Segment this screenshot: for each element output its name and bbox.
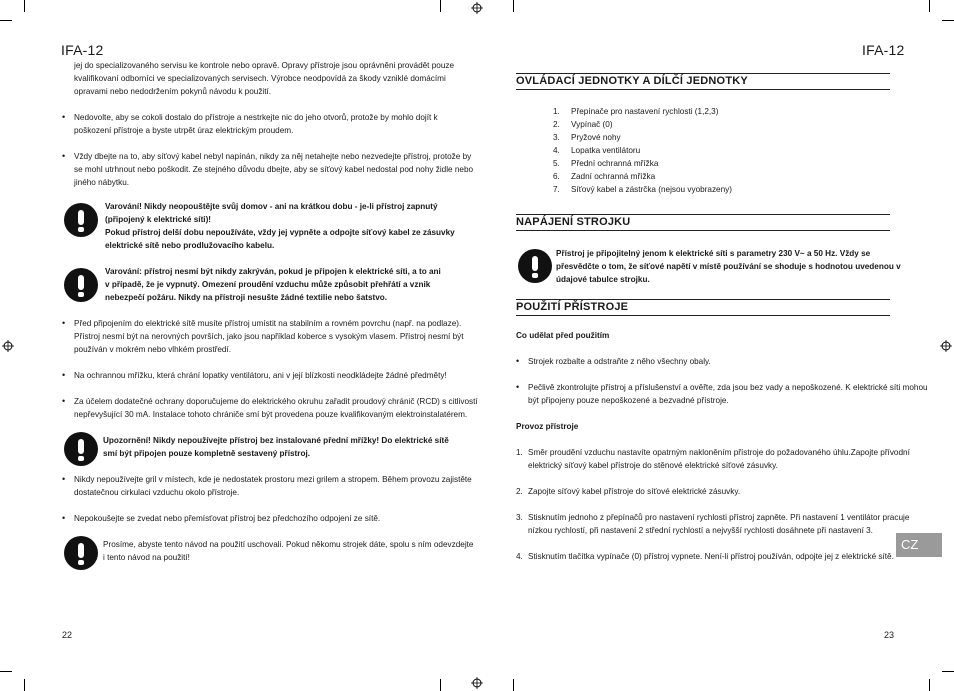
crop-mark: [942, 671, 954, 672]
warning-icon: [64, 268, 98, 302]
bullet-text: Nepokoušejte se zvedat nebo přemísťovat přístroj bez předchozího odpojení ze sítě.: [74, 514, 381, 523]
bullet: •: [62, 151, 66, 161]
page-number-right: 23: [884, 630, 895, 640]
bullet-text: Strojek rozbalte a odstraňte z něho všechny obaly.: [528, 357, 711, 366]
crop-mark: [0, 20, 12, 21]
section-rule: [516, 73, 890, 74]
part-number: 5.: [553, 159, 560, 168]
section-rule: [516, 89, 890, 90]
step-number: 3.: [516, 513, 523, 522]
section-rule: [516, 214, 890, 215]
step-text: Stisknutím tlačítka vypínače (0) přístroj vypnete. Není-li přístroj používán, odpojte jej z elektrické sítě.: [528, 552, 894, 561]
registration-mark-icon: [471, 677, 483, 689]
section-rule: [516, 230, 890, 231]
part-number: 1.: [553, 107, 560, 116]
power-warning-text: Přístroj je připojitelný jenom k elektrické síti s parametry 230 V~ a 50 Hz. Vždy se přesvědčte o tom, že síťové napětí v místě používání se shoduje s hodnotou uvedenou v údajové tabulce strojku.: [556, 249, 901, 284]
registration-mark-icon: [2, 340, 14, 352]
warning-icon: [64, 203, 98, 237]
step-number: 4.: [516, 552, 523, 561]
warning-text: Varování! Nikdy neopouštějte svůj domov - ani na krátkou dobu - je-li přístroj zapnutý (připojený k elektrické síti)! Pokud přístroj delší dobu nepoužíváte, vždy jej vypněte a odpojte síťový kabel ze zásuvky elektrické sítě nebo prodlužovacího kabelu.: [105, 202, 455, 250]
crop-mark: [929, 679, 930, 691]
part-number: 3.: [553, 133, 560, 142]
part-number: 6.: [553, 172, 560, 181]
part-label: Přepínače pro nastavení rychlosti (1,2,3): [571, 107, 719, 116]
step-text: Zapojte síťový kabel přístroje do síťové elektrické zásuvky.: [528, 487, 741, 496]
crop-mark: [513, 0, 514, 12]
part-label: Vypínač (0): [571, 120, 613, 129]
crop-mark: [942, 20, 954, 21]
part-label: Lopatka ventilátoru: [571, 146, 641, 155]
language-tab: CZ: [896, 533, 942, 557]
bullet-text: Na ochrannou mřížku, která chrání lopatky ventilátoru, ani v její blízkosti neodkládejte žádné předměty!: [74, 371, 447, 380]
section-rule: [516, 299, 890, 300]
section-title-controls: OVLÁDACÍ JEDNOTKY A DÍLČÍ JEDNOTKY: [516, 75, 748, 87]
bullet: •: [516, 356, 520, 366]
crop-mark: [513, 679, 514, 691]
part-label: Přední ochranná mřížka: [571, 159, 659, 168]
warning-icon: [518, 249, 552, 283]
section-title-power: NAPÁJENÍ STROJKU: [516, 216, 631, 228]
bullet-text: Pečlivě zkontrolujte přístroj a příslušenství a ověřte, zda jsou bez vady a nepoškozené. K elektrické síti mohou být připojeny pouze nepoškozené a bezvadné přístroje.: [528, 383, 928, 405]
bullet: •: [62, 370, 66, 380]
bullet: •: [62, 318, 66, 328]
page-number-left: 22: [62, 630, 73, 640]
warning-icon: [64, 536, 98, 570]
crop-mark: [24, 679, 25, 691]
warning-icon: [64, 432, 98, 466]
bullet: •: [62, 513, 66, 523]
bullet: •: [516, 382, 520, 392]
step-number: 2.: [516, 487, 523, 496]
part-number: 7.: [553, 185, 560, 194]
bullet-text: Nikdy nepoužívejte gril v místech, kde je nedostatek prostoru mezi grilem a stropem. Během provozu zajistěte dostatečnou cirkulaci vzduchu okolo přístroje.: [74, 475, 472, 497]
part-label: Zadní ochranná mřížka: [571, 172, 656, 181]
warning-text: Upozornění! Nikdy nepoužívejte přístroj bez instalované přední mřížky! Do elektrické sítě smí být připojen pouze kompletně sestavený přístroj.: [103, 436, 449, 458]
bullet-text: Před připojením do elektrické sítě musíte přístroj umístit na stabilním a rovném povrchu (např. na podlaze). Přístroj nesmí být na nerovných površích, jako jsou například koberce s vysokým vlasem. Přístroj nesmí být používán v mokrém nebo vlhkém prostředí.: [74, 319, 464, 354]
crop-mark: [24, 0, 25, 12]
bullet: •: [62, 112, 66, 122]
part-number: 4.: [553, 146, 560, 155]
bullet-text: Vždy dbejte na to, aby síťový kabel nebyl napínán, nikdy za něj netahejte nebo nezvedejte přístroj, protože by se mohl utrhnout nebo poškodit. Ze stejného důvodu dbejte, aby se síťový kabel nedostal pod nohy židle nebo jiného nábytku.: [74, 152, 474, 187]
crop-mark: [440, 0, 441, 12]
part-label: Síťový kabel a zástrčka (nejsou vyobrazeny): [571, 185, 732, 194]
step-text: Směr proudění vzduchu nastavíte opatrným nakloněním přístroje do požadovaného úhlu.Zapojte přívodní elektrický síťový kabel přístroje do stěnové elektrické síťové zásuvky.: [528, 448, 910, 470]
part-label: Pryžové nohy: [571, 133, 621, 142]
bullet: •: [62, 396, 66, 406]
section-rule: [516, 315, 890, 316]
step-number: 1.: [516, 448, 523, 457]
subheading-before-use: Co udělat před použitím: [516, 331, 610, 340]
registration-mark-icon: [471, 2, 483, 14]
left-header-model: IFA-12: [61, 42, 104, 58]
intro-paragraph: jej do specializovaného servisu ke kontrole nebo opravě. Opravy přístroje jsou oprávněni provádět pouze kvalifikovaní odborníci ve specializovaných servisech. Výrobce neodpovídá za škody vzniklé domácími opravami nebo nedodržením pokynů návodu k použití.: [74, 61, 455, 96]
right-header-model: IFA-12: [862, 42, 905, 58]
part-number: 2.: [553, 120, 560, 129]
crop-mark: [0, 671, 12, 672]
registration-mark-icon: [940, 340, 952, 352]
step-text: Stisknutím jednoho z přepínačů pro nastavení rychlosti přístroj zapněte. Při nastavení 1 ventilátor pracuje nízkou rychlostí, při nastavení 2 střední rychlostí a nejvyšší rychlosti dosáhnete při nastavení 3.: [528, 513, 910, 535]
crop-mark: [929, 0, 930, 12]
warning-text: Varování: přístroj nesmí být nikdy zakrýván, pokud je připojen k elektrické síti, a to ani v případě, že je vypnutý. Omezení proudění vzduchu může způsobit přehřátí a vznik nebezpečí požáru. Nikdy na přístroji nesušte žádné textilie nebo šatstvo.: [105, 267, 441, 302]
bullet: •: [62, 474, 66, 484]
bullet-text: Za účelem dodatečné ochrany doporučujeme do elektrického okruhu zařadit proudový chránič (RCD) s citlivostí nepřevyšující 30 mA. Instalace tohoto chrániče smí být provedena pouze kvalifikovaným elektroinstalatérem.: [74, 397, 478, 419]
subheading-operation: Provoz přístroje: [516, 422, 579, 431]
warning-text: Prosíme, abyste tento návod na použití uschovali. Pokud někomu strojek dáte, spolu s ním odevzdejte i tento návod na použití!: [103, 540, 474, 562]
section-title-usage: POUŽITÍ PŘÍSTROJE: [516, 301, 629, 313]
crop-mark: [440, 679, 441, 691]
bullet-text: Nedovolte, aby se cokoli dostalo do přístroje a nestrkejte nic do jeho otvorů, protože by mohlo dojít k poškození přístroje a byste utrpět úraz elektrickým proudem.: [74, 113, 438, 135]
